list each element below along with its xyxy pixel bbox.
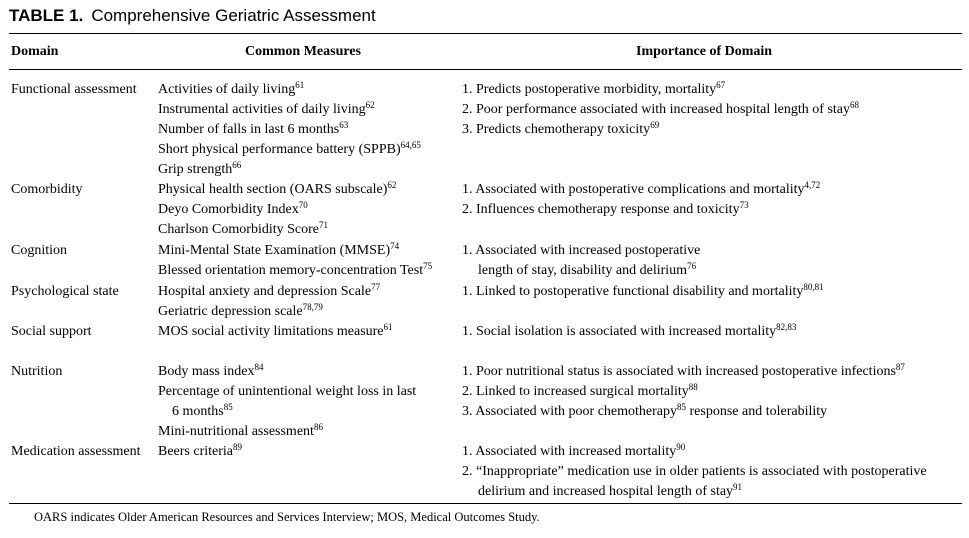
measure-deyo: Deyo Comorbidity Index$^{70}$ (158, 200, 308, 217)
measure-beers: Beers criteria$^{89}$ (158, 442, 243, 459)
importance-functional-3: 3. Predicts chemotherapy toxicity$^{69}$ (462, 120, 660, 137)
measure-mos: MOS social activity limitations measure$^{61}$ (158, 322, 393, 339)
importance-nutrition-3: 3. Associated with poor chemotherapy$^{85}$ response and tolerability (462, 402, 828, 419)
table-title-text: Comprehensive Geriatric Assessment (91, 6, 376, 25)
top-rule (9, 33, 962, 34)
measure-falls: Number of falls in last 6 months$^{63}$ (158, 120, 349, 137)
measure-mna: Mini-nutritional assessment$^{86}$ (158, 422, 323, 439)
measure-gds: Geriatric depression scale$^{78,79}$ (158, 302, 323, 319)
measure-sppb: Short physical performance battery (SPPB)$^{64,65}$ (158, 140, 421, 157)
measure-hads: Hospital anxiety and depression Scale$^{77}$ (158, 282, 381, 299)
measure-charlson: Charlson Comorbidity Score$^{71}$ (158, 220, 328, 237)
domain-functional-assessment: Functional assessment (11, 82, 137, 97)
measure-adl: Activities of daily living$^{61}$ (158, 80, 305, 97)
measure-weight-loss-cont: 6 months$^{85}$ (172, 402, 233, 419)
header-rule (9, 69, 962, 70)
importance-medication-1: 1. Associated with increased mortality$^{90}$ (462, 442, 686, 459)
header-importance: Importance of Domain (636, 44, 773, 59)
importance-comorbidity-2: 2. Influences chemotherapy response and toxicity$^{73}$ (462, 200, 749, 217)
importance-comorbidity-1: 1. Associated with postoperative complications and mortality$^{4,72}$ (462, 180, 821, 197)
importance-functional-2: 2. Poor performance associated with increased hospital length of stay$^{68}$ (462, 100, 859, 117)
importance-nutrition-1: 1. Poor nutritional status is associated with increased postoperative infections$^{87}$ (462, 362, 905, 379)
domain-medication-assessment: Medication assessment (11, 444, 141, 459)
measure-iadl: Instrumental activities of daily living$^{62}$ (158, 100, 375, 117)
domain-nutrition: Nutrition (11, 364, 63, 379)
header-common-measures: Common Measures (245, 44, 362, 59)
measure-oars: Physical health section (OARS subscale)$^{62}$ (158, 180, 397, 197)
importance-social-1: 1. Social isolation is associated with increased mortality$^{82,83}$ (462, 322, 797, 339)
domain-cognition: Cognition (11, 243, 68, 258)
measure-mmse: Mini-Mental State Examination (MMSE)$^{74}$ (158, 241, 400, 258)
importance-cognition-1-cont: length of stay, disability and delirium$^{76}$ (478, 261, 697, 278)
importance-nutrition-2: 2. Linked to increased surgical mortality$^{88}$ (462, 382, 698, 399)
domain-comorbidity: Comorbidity (11, 182, 83, 197)
bottom-rule (9, 503, 962, 504)
measure-bmi: Body mass index$^{84}$ (158, 362, 264, 379)
measure-blessed-test: Blessed orientation memory-concentration Test$^{75}$ (158, 261, 433, 278)
table-footnote: OARS indicates Older American Resources and Services Interview; MOS, Medical Outcomes Study. (34, 510, 540, 524)
measure-weight-loss: Percentage of unintentional weight loss in last (158, 384, 417, 399)
table-title (9, 6, 376, 26)
table-label: TABLE 1. (9, 6, 84, 25)
measure-grip-strength: Grip strength$^{66}$ (158, 160, 242, 177)
domain-psychological-state: Psychological state (11, 284, 119, 299)
importance-medication-2-cont: delirium and increased hospital length of stay$^{91}$ (478, 482, 743, 499)
importance-psychological-1: 1. Linked to postoperative functional disability and mortality$^{80,81}$ (462, 282, 824, 299)
importance-medication-2: 2. “Inappropriate” medication use in older patients is associated with postoperative (462, 464, 927, 479)
importance-functional-1: 1. Predicts postoperative morbidity, mortality$^{67}$ (462, 80, 726, 97)
importance-cognition-1: 1. Associated with increased postoperative (462, 243, 701, 258)
header-domain: Domain (11, 44, 59, 59)
domain-social-support: Social support (11, 324, 92, 339)
